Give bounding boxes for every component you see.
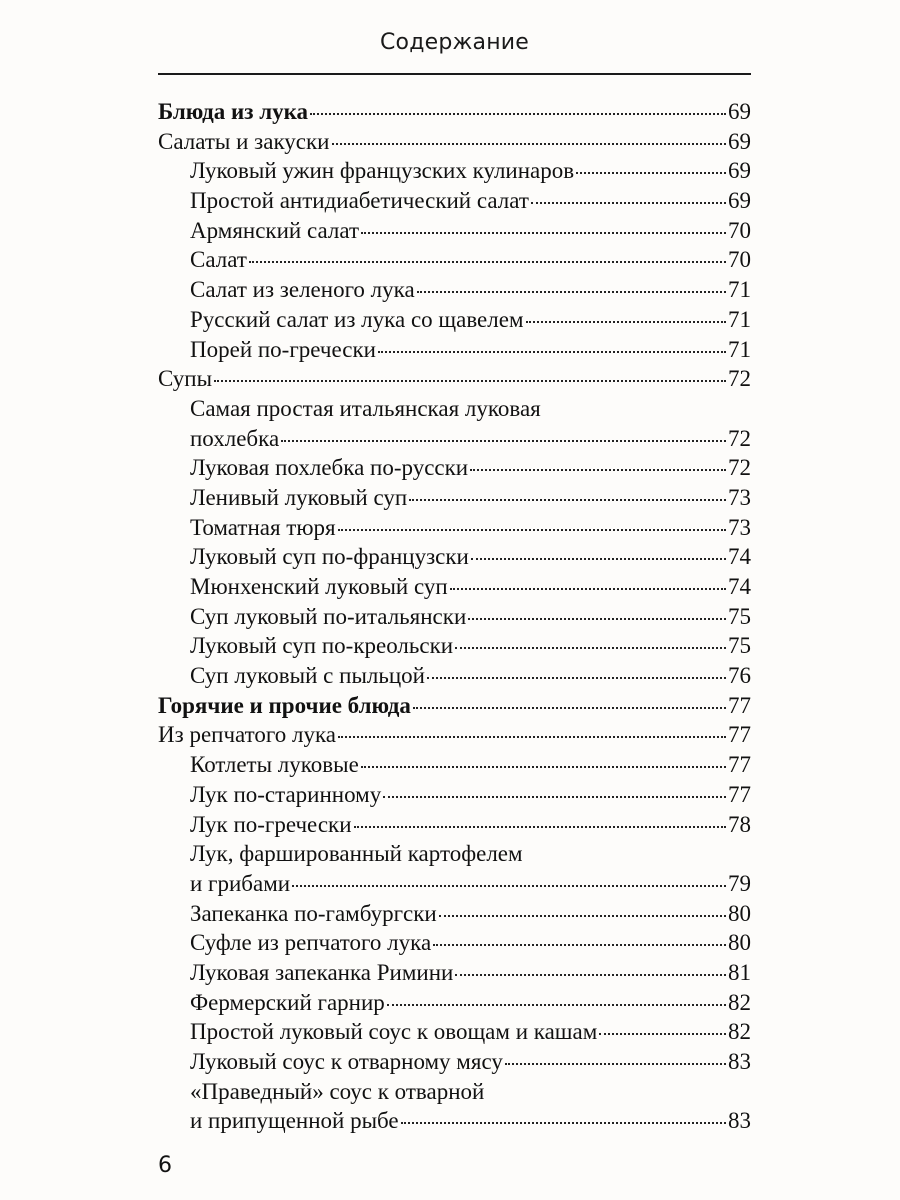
toc-recipe-entry[interactable] — [158, 305, 751, 335]
toc-entry-title: Луковый соус к отварному мясу — [190, 1049, 503, 1074]
toc-page-number: 77 — [728, 752, 751, 778]
dot-leader — [468, 616, 726, 620]
toc-page-number: 82 — [728, 1019, 751, 1045]
dot-leader — [354, 824, 726, 828]
dot-leader — [214, 378, 726, 382]
dot-leader — [387, 1002, 726, 1006]
toc-recipe-entry[interactable] — [158, 899, 751, 929]
toc-entry-title: Луковая похлебка по-русски — [190, 455, 469, 481]
dot-leader — [470, 467, 726, 471]
toc-page-number: 71 — [728, 277, 751, 303]
toc-entry-title: Суп луковый по-итальянски — [190, 603, 467, 629]
toc-entry-title: Горячие и прочие блюда — [158, 692, 411, 718]
toc-page-number: 72 — [728, 455, 751, 481]
toc-entry-title: Фермерский гарнир — [190, 989, 385, 1015]
dot-leader — [281, 438, 726, 442]
dot-leader — [413, 705, 726, 709]
toc-page-number: 75 — [728, 603, 751, 629]
toc-page-number: 71 — [728, 336, 751, 362]
toc-recipe-entry[interactable] — [158, 156, 751, 186]
dot-leader — [433, 942, 726, 946]
dot-leader — [310, 111, 726, 115]
toc-page-number: 69 — [728, 188, 751, 214]
dot-leader — [417, 289, 726, 293]
toc-section-entry[interactable] — [158, 97, 751, 127]
toc-page-number: 72 — [728, 425, 751, 451]
dot-leader — [531, 200, 726, 204]
dot-leader — [576, 170, 726, 174]
toc-recipe-entry[interactable] — [158, 780, 751, 810]
toc-recipe-entry[interactable] — [158, 988, 751, 1018]
toc-entry-title: Котлеты луковые — [190, 752, 359, 778]
toc-page-number: 78 — [728, 811, 751, 837]
toc-page-number: 75 — [728, 633, 751, 659]
dot-leader — [427, 675, 726, 679]
toc-entry-title: Луковая запеканка Римини — [190, 959, 454, 985]
toc-entry-title: Ленивый луковый суп — [190, 484, 408, 510]
dot-leader — [378, 349, 726, 353]
toc-page-number: 79 — [728, 870, 751, 896]
dot-leader — [455, 972, 726, 976]
dot-leader — [439, 913, 726, 917]
running-head-title: Содержание — [379, 30, 530, 55]
toc-recipe-entry[interactable] — [158, 572, 751, 602]
dot-leader — [383, 794, 726, 798]
toc-page-number: 74 — [728, 574, 751, 599]
toc-recipe-entry[interactable] — [158, 335, 751, 365]
toc-recipe-entry[interactable] — [158, 602, 751, 632]
header-rule — [158, 73, 751, 75]
dot-leader — [471, 556, 726, 560]
toc-page-number: 74 — [728, 544, 751, 570]
toc-recipe-entry[interactable] — [158, 216, 751, 246]
toc-entry-first-line — [158, 394, 751, 424]
toc-recipe-entry[interactable] — [158, 513, 751, 543]
toc-page-number: 81 — [728, 959, 751, 985]
toc-recipe-entry[interactable] — [158, 958, 751, 988]
toc-recipe-entry[interactable] — [158, 245, 751, 275]
toc-recipe-entry[interactable] — [158, 631, 751, 661]
dot-leader — [361, 764, 726, 768]
dot-leader — [409, 497, 726, 501]
dot-leader — [455, 645, 726, 649]
toc-entry-title: Лук по-старинному — [190, 781, 382, 807]
toc-entry-title: Луковый ужин французских кулинаров — [190, 158, 575, 184]
toc-recipe-entry[interactable] — [158, 869, 751, 899]
toc-page-number: 73 — [728, 484, 751, 510]
toc-entry-title: Суфле из репчатого лука — [190, 930, 432, 956]
toc-page-number: 77 — [728, 692, 751, 718]
dot-leader — [526, 319, 727, 323]
dot-leader — [332, 141, 727, 145]
toc-page-number: 71 — [728, 306, 751, 332]
toc-entry-title: Запеканка по-гамбургски — [190, 900, 437, 926]
toc-entry-title: Салат из зеленого лука — [190, 277, 415, 303]
toc-recipe-entry[interactable] — [158, 483, 751, 513]
toc-entry-title: Супы — [158, 366, 213, 392]
dot-leader — [338, 734, 726, 738]
toc-page-number: 83 — [728, 1108, 751, 1134]
toc-entry-first-line — [158, 1077, 751, 1107]
toc-entry-title: Луковый суп по-французски — [190, 544, 469, 570]
dot-leader — [361, 230, 726, 234]
page-number: 6 — [158, 1153, 172, 1178]
dot-leader — [338, 527, 726, 531]
toc-recipe-entry[interactable] — [158, 453, 751, 483]
toc-entry-title: Салат — [190, 247, 247, 273]
toc-recipe-entry[interactable] — [158, 186, 751, 216]
toc-recipe-entry[interactable] — [158, 1017, 751, 1047]
toc-entry-title: Луковый суп по-креольски — [190, 633, 454, 659]
toc-entry-title: Томатная тюря — [190, 514, 336, 540]
toc-page-number: 70 — [728, 217, 751, 243]
toc-section-entry[interactable] — [158, 127, 751, 157]
toc-page-number: 69 — [728, 158, 751, 184]
toc-recipe-entry[interactable] — [158, 542, 751, 572]
toc-entry-title: и грибами — [190, 870, 291, 896]
toc-recipe-entry[interactable] — [158, 424, 751, 454]
toc-entry-title: Русский салат из лука со щавелем — [190, 306, 524, 332]
table-of-contents — [158, 97, 751, 1136]
toc-entry-title: Блюда из лука — [158, 99, 309, 124]
toc-page-number: 80 — [728, 900, 751, 926]
dot-leader — [401, 1120, 726, 1124]
dot-leader — [599, 1031, 726, 1035]
toc-page-number: 83 — [728, 1049, 751, 1074]
toc-recipe-entry[interactable] — [158, 810, 751, 840]
toc-entry-title: Салаты и закуски — [158, 128, 330, 154]
toc-section-entry[interactable] — [158, 364, 751, 394]
toc-recipe-entry[interactable] — [158, 1047, 751, 1077]
toc-entry-title: Порей по-гречески — [190, 336, 376, 362]
toc-page-number: 73 — [728, 514, 751, 540]
toc-entry-title: похлебка — [190, 425, 280, 451]
toc-section-entry[interactable] — [158, 691, 751, 721]
toc-entry-title: «Праведный» соус к отварной — [190, 1078, 485, 1104]
toc-section-entry[interactable] — [158, 720, 751, 750]
toc-recipe-entry[interactable] — [158, 750, 751, 780]
toc-page-number: 69 — [728, 128, 751, 154]
toc-entry-first-line — [158, 839, 751, 869]
toc-page-number: 82 — [728, 989, 751, 1015]
toc-page-number: 70 — [728, 247, 751, 273]
toc-entry-title: Армянский салат — [190, 217, 359, 243]
toc-page-number: 76 — [728, 663, 751, 689]
toc-recipe-entry[interactable] — [158, 275, 751, 305]
toc-entry-title: Лук, фаршированный картофелем — [190, 841, 523, 867]
toc-page-number: 80 — [728, 930, 751, 956]
dot-leader — [249, 259, 726, 263]
toc-entry-title: Лук по-гречески — [190, 811, 352, 837]
toc-recipe-entry[interactable] — [158, 1106, 751, 1136]
toc-entry-title: Мюнхенский луковый суп — [190, 574, 448, 599]
dot-leader — [505, 1061, 726, 1065]
toc-page-number: 77 — [728, 781, 751, 807]
toc-entry-title: Самая простая итальянская луковая — [190, 395, 541, 421]
dot-leader — [292, 883, 726, 887]
toc-entry-title: Из репчатого лука — [158, 722, 337, 748]
toc-recipe-entry[interactable] — [158, 661, 751, 691]
toc-entry-title: Суп луковый с пыльцой — [190, 663, 425, 689]
toc-page-number: 69 — [728, 99, 751, 124]
toc-entry-title: Простой антидиабетический салат — [190, 188, 529, 214]
toc-entry-title: и припущенной рыбе — [190, 1108, 399, 1134]
dot-leader — [450, 586, 726, 590]
toc-page-number: 77 — [728, 722, 751, 748]
toc-recipe-entry[interactable] — [158, 928, 751, 958]
toc-page-number: 72 — [728, 366, 751, 392]
toc-entry-title: Простой луковый соус к овощам и кашам — [190, 1019, 598, 1045]
